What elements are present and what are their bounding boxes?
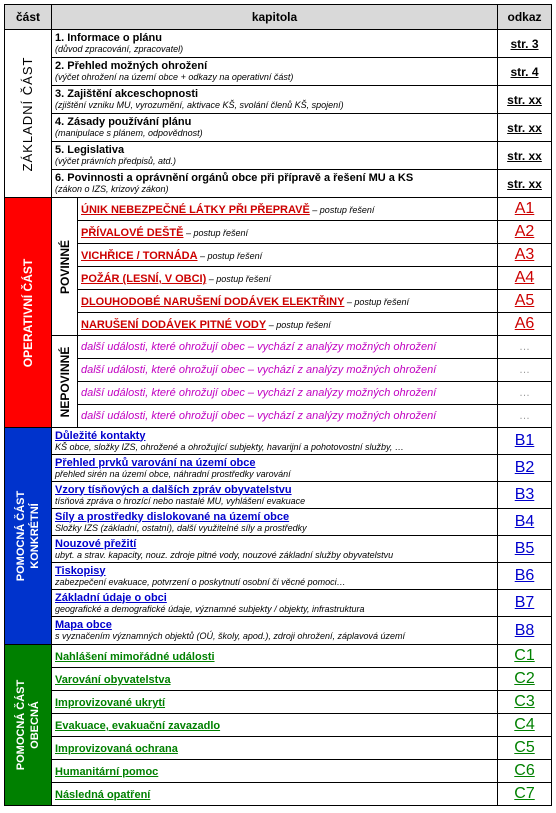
header-kapitola: kapitola [52, 5, 498, 30]
aux-specific-cell [52, 590, 498, 617]
basic-title: 6. Povinnosti a oprávnění orgánů obce při přípravě a řešení MU a KS [55, 172, 414, 184]
basic-title: 2. Přehled možných ohrožení [55, 60, 208, 72]
aux-specific-ref[interactable]: B7 [498, 590, 552, 617]
aux-general-ref[interactable]: C6 [498, 760, 552, 783]
operative-ref[interactable]: A4 [498, 267, 552, 290]
basic-row [5, 58, 552, 86]
optional-text: další události, které ohrožují obec – vychází z analýzy možných ohrožení [78, 359, 498, 382]
aux-general-row [5, 691, 552, 714]
header-odkaz: odkaz [498, 5, 552, 30]
aux-specific-row [5, 617, 552, 645]
contents-table [4, 4, 552, 806]
aux-general-cell [52, 783, 498, 806]
optional-text: další události, které ohrožují obec – vychází z analýzy možných ohrožení [78, 336, 498, 359]
operative-row [5, 313, 552, 336]
optional-row [5, 359, 552, 382]
aux-general-ref[interactable]: C4 [498, 714, 552, 737]
aux-general-cell [52, 668, 498, 691]
basic-title: 4. Zásady používání plánu [55, 116, 192, 128]
operative-ref[interactable]: A1 [498, 198, 552, 221]
aux-general-row [5, 714, 552, 737]
header-cast: část [5, 5, 52, 30]
section-aux-specific-label [14, 491, 42, 581]
basic-row [5, 30, 552, 58]
operative-ref[interactable]: A3 [498, 244, 552, 267]
aux-general-ref[interactable]: C5 [498, 737, 552, 760]
basic-sub: (důvod zpracování, zpracovatel) [55, 44, 184, 54]
aux-specific-sub: ubyt. a strav. kapacity, nouz. zdroje pitné vody, nouzové základní služby obyvatelstvu [55, 549, 394, 560]
basic-ref[interactable]: str. xx [498, 170, 552, 198]
basic-ref[interactable]: str. 4 [498, 58, 552, 86]
aux-specific-title[interactable]: Základní údaje o obci [55, 591, 167, 604]
plan-contents-table-page [4, 4, 551, 809]
basic-ref[interactable]: str. 3 [498, 30, 552, 58]
aux-general-title[interactable]: Improvizované ukrytí [55, 697, 166, 709]
operative-cell [78, 313, 498, 336]
aux-specific-cell [52, 536, 498, 563]
aux-specific-cell [52, 617, 498, 645]
aux-specific-ref[interactable]: B1 [498, 428, 552, 455]
operative-row [5, 244, 552, 267]
aux-specific-sub: geografické a demografické údaje, významné subjekty / objekty, infrastruktura [55, 603, 365, 614]
section-aux-general-label [14, 680, 42, 770]
basic-sub: (zákon o IZS, krizový zákon) [55, 184, 169, 194]
optional-text: další události, které ohrožují obec – vychází z analýzy možných ohrožení [78, 405, 498, 428]
basic-cell [52, 142, 498, 170]
aux-general-ref[interactable]: C7 [498, 783, 552, 806]
operative-title[interactable]: DLOUHODOBÉ NARUŠENÍ DODÁVEK ELEKTŘINY [81, 296, 345, 308]
aux-specific-sub: přehled sirén na území obce, náhradní prostředky varování [55, 468, 291, 479]
operative-title[interactable]: POŽÁR (LESNÍ, V OBCI) [81, 273, 207, 285]
operative-sub: – postup řešení [197, 251, 263, 261]
aux-specific-cell [52, 455, 498, 482]
operative-ref[interactable]: A6 [498, 313, 552, 336]
basic-row [5, 170, 552, 198]
subsection-mandatory [52, 198, 78, 336]
basic-cell [52, 114, 498, 142]
operative-row [5, 267, 552, 290]
operative-sub: – postup řešení [206, 274, 271, 284]
aux-general-ref[interactable]: C1 [498, 645, 552, 668]
aux-specific-cell [52, 509, 498, 536]
aux-specific-row [5, 509, 552, 536]
section-operative [5, 198, 52, 428]
aux-general-title[interactable]: Nahlášení mimořádné události [55, 651, 215, 663]
operative-title[interactable]: NARUŠENÍ DODÁVEK PITNÉ VODY [81, 319, 267, 331]
aux-general-cell [52, 714, 498, 737]
basic-ref[interactable]: str. xx [498, 86, 552, 114]
operative-ref[interactable]: A5 [498, 290, 552, 313]
basic-cell [52, 58, 498, 86]
aux-specific-title[interactable]: Tiskopisy [55, 564, 106, 577]
aux-specific-title[interactable]: Nouzové přežití [55, 537, 137, 550]
aux-general-title[interactable]: Evakuace, evakuační zavazadlo [55, 720, 221, 732]
header-row [5, 5, 552, 30]
aux-specific-sub: tísňová zpráva o hrozící nebo nastalé MU, vyhlášení evakuace [55, 495, 306, 506]
aux-specific-ref[interactable]: B2 [498, 455, 552, 482]
operative-title[interactable]: VICHŘICE / TORNÁDA [81, 250, 198, 262]
operative-title[interactable]: PŘÍVALOVÉ DEŠTĚ [81, 227, 184, 239]
basic-ref[interactable]: str. xx [498, 114, 552, 142]
aux-specific-row [5, 482, 552, 509]
aux-general-title[interactable]: Varování obyvatelstva [55, 674, 171, 686]
basic-ref[interactable]: str. xx [498, 142, 552, 170]
aux-specific-title[interactable]: Síly a prostředky dislokované na území obce [55, 510, 290, 523]
aux-specific-ref[interactable]: B8 [498, 617, 552, 645]
optional-row [5, 405, 552, 428]
basic-sub: (výčet ohrožení na území obce + odkazy na operativní část) [55, 72, 294, 82]
aux-specific-title[interactable]: Mapa obce [55, 619, 112, 631]
subsection-mandatory-label: POVINNÉ [57, 239, 72, 294]
operative-title[interactable]: ÚNIK NEBEZPEČNÉ LÁTKY PŘI PŘEPRAVĚ [81, 204, 310, 216]
basic-sub: (zjištění vzniku MU, vyrozumění, aktivace KŠ, svolání členů KŠ, spojení) [55, 100, 344, 110]
aux-general-cell [52, 760, 498, 783]
operative-ref[interactable]: A2 [498, 221, 552, 244]
aux-specific-title[interactable]: Vzory tísňových a dalších zpráv obyvatelstvu [55, 483, 292, 496]
operative-row [5, 198, 552, 221]
aux-specific-title[interactable]: Přehled prvků varování na území obce [55, 456, 256, 469]
optional-ref: … [498, 359, 552, 382]
aux-specific-row [5, 536, 552, 563]
basic-title: 1. Informace o plánu [55, 32, 162, 44]
subsection-optional-label: NEPOVINNÉ [57, 346, 72, 417]
basic-sub: (výčet právních předpisů, atd.) [55, 156, 177, 166]
operative-cell [78, 244, 498, 267]
aux-specific-row [5, 455, 552, 482]
aux-general-row [5, 668, 552, 691]
section-basic [5, 30, 52, 198]
operative-row [5, 221, 552, 244]
aux-general-ref[interactable]: C3 [498, 691, 552, 714]
optional-row [5, 336, 552, 359]
operative-cell [78, 221, 498, 244]
section-operative-label: OPERATIVNÍ ČÁST [21, 258, 35, 367]
aux-general-title[interactable]: Humanitární pomoc [55, 766, 159, 778]
operative-sub: – postup řešení [309, 205, 375, 215]
aux-specific-row [5, 590, 552, 617]
basic-row [5, 142, 552, 170]
section-aux-specific-text: POMOCNÁ ČÁST KONKRÉTNÍ [15, 490, 41, 582]
aux-general-cell [52, 737, 498, 760]
basic-row [5, 86, 552, 114]
operative-cell [78, 290, 498, 313]
basic-title: 3. Zajištění akceschopnosti [55, 88, 199, 100]
aux-general-row [5, 760, 552, 783]
aux-specific-ref[interactable]: B3 [498, 482, 552, 509]
basic-title: 5. Legislativa [55, 144, 125, 156]
basic-row [5, 114, 552, 142]
aux-general-ref[interactable]: C2 [498, 668, 552, 691]
section-aux-general-text: POMOCNÁ ČÁST OBECNÁ [15, 679, 41, 771]
section-basic-label: ZÁKLADNÍ ČÁST [20, 56, 35, 171]
basic-sub: (manipulace s plánem, odpovědnost) [55, 128, 203, 138]
aux-specific-sub: zabezpečení evakuace, potvrzení o poskytnutí osobní či věcné pomoci… [55, 576, 346, 587]
basic-cell [52, 30, 498, 58]
section-aux-specific [5, 428, 52, 645]
aux-general-row [5, 737, 552, 760]
operative-sub: – postup řešení [183, 228, 249, 238]
aux-specific-cell [52, 428, 498, 455]
operative-cell [78, 267, 498, 290]
aux-specific-sub: KŠ obce, složky IZS, ohrožené a ohrožující subjekty, havarijní a pohotovostní služby, … [55, 441, 404, 452]
optional-ref: … [498, 405, 552, 428]
operative-sub: – postup řešení [266, 320, 331, 330]
operative-cell [78, 198, 498, 221]
optional-row [5, 382, 552, 405]
aux-general-row [5, 645, 552, 668]
aux-specific-sub: s vyznačením významných objektů (OÚ, školy, apod.), zdroji ohrožení, záplavová území [55, 631, 405, 641]
subsection-optional [52, 336, 78, 428]
aux-specific-title[interactable]: Důležité kontakty [55, 429, 146, 442]
aux-general-cell [52, 645, 498, 668]
aux-specific-cell [52, 482, 498, 509]
section-aux-general [5, 645, 52, 806]
aux-specific-sub: Složky IZS (základní, ostatní), další využitelné síly a prostředky [55, 522, 307, 533]
aux-general-title[interactable]: Improvizovaná ochrana [55, 743, 178, 755]
operative-sub: – postup řešení [344, 297, 409, 307]
basic-cell [52, 86, 498, 114]
aux-specific-row [5, 563, 552, 590]
optional-text: další události, které ohrožují obec – vychází z analýzy možných ohrožení [78, 382, 498, 405]
basic-cell [52, 170, 498, 198]
operative-row [5, 290, 552, 313]
optional-ref: … [498, 336, 552, 359]
aux-general-title[interactable]: Následná opatření [55, 789, 151, 801]
aux-specific-ref[interactable]: B6 [498, 563, 552, 590]
aux-specific-ref[interactable]: B5 [498, 536, 552, 563]
aux-general-row [5, 783, 552, 806]
aux-specific-ref[interactable]: B4 [498, 509, 552, 536]
aux-specific-cell [52, 563, 498, 590]
aux-specific-row [5, 428, 552, 455]
optional-ref: … [498, 382, 552, 405]
aux-general-cell [52, 691, 498, 714]
